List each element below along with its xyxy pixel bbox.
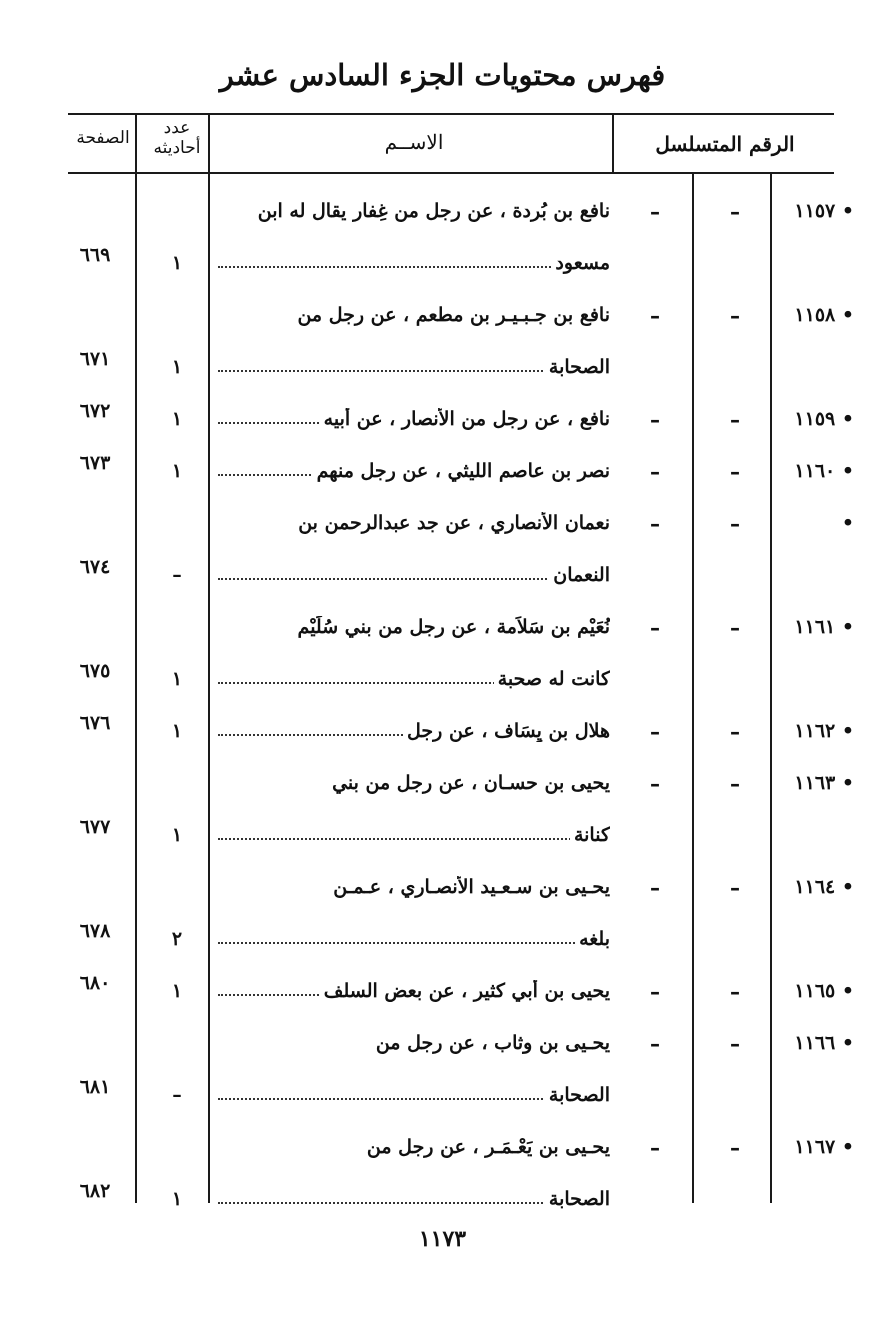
row-serial: • ١١٦٦ xyxy=(794,1032,854,1054)
row-dash: – xyxy=(730,616,740,640)
row-dash: – xyxy=(650,200,660,224)
row-page: ٦٦٩ xyxy=(79,244,111,266)
row-page: ٦٧١ xyxy=(79,348,111,370)
row-dash: – xyxy=(650,512,660,536)
row-serial: • ١١٦٥ xyxy=(794,980,854,1002)
row-page: ٦٧٦ xyxy=(79,712,111,734)
row-count: ١ xyxy=(171,408,183,430)
row-name-text: نعمان الأنصاري ، عن جد عبدالرحمن بن xyxy=(298,512,610,534)
row-count: ١ xyxy=(171,460,183,482)
column-divider-page xyxy=(135,113,137,1203)
row-name-line xyxy=(218,408,610,430)
row-name-text: النعمان xyxy=(549,564,610,586)
row-dash: – xyxy=(650,408,660,432)
row-dash: – xyxy=(730,460,740,484)
row-name-line xyxy=(218,1136,610,1158)
row-name-line xyxy=(218,1032,610,1054)
row-count: ١ xyxy=(171,824,183,846)
row-dash: – xyxy=(650,1136,660,1160)
row-dash: – xyxy=(730,1136,740,1160)
row-page: ٦٧٧ xyxy=(79,816,111,838)
header-serial: الرقم المتسلسل xyxy=(655,132,795,156)
row-name-text: كنانة xyxy=(570,824,610,846)
row-name-text: نافع بن بُردة ، عن رجل من غِفار يقال له ابن xyxy=(257,200,610,222)
row-dash: – xyxy=(730,772,740,796)
row-count: ١ xyxy=(171,668,183,690)
row-name-line xyxy=(218,980,610,1002)
row-name-line xyxy=(218,876,610,898)
column-divider-serial-b xyxy=(770,173,772,1203)
row-name-line xyxy=(218,1084,610,1106)
row-dash: – xyxy=(730,200,740,224)
row-name-line xyxy=(218,1188,610,1210)
row-name-text: الصحابة xyxy=(545,1188,610,1210)
row-serial: • ١١٦٧ xyxy=(794,1136,854,1158)
row-serial: • ١١٦٢ xyxy=(794,720,854,742)
header-count-line2: أحاديثه xyxy=(153,138,201,158)
row-name-line xyxy=(218,460,610,482)
page-title: فهرس محتويات الجزء السادس عشر xyxy=(219,58,666,92)
row-name-line xyxy=(218,720,610,742)
row-dash: – xyxy=(650,304,660,328)
row-name-text: مسعود xyxy=(551,252,610,274)
row-serial: • ١١٥٩ xyxy=(794,408,854,430)
table-header-rule xyxy=(68,172,834,174)
row-dash: – xyxy=(730,408,740,432)
row-dash: – xyxy=(650,980,660,1004)
row-serial: • ١١٦٣ xyxy=(794,772,854,794)
row-name-line xyxy=(218,304,610,326)
row-page: ٦٧٥ xyxy=(79,660,111,682)
table-top-rule xyxy=(68,113,834,115)
column-divider-count xyxy=(208,113,210,1203)
row-page: ٦٧٣ xyxy=(79,452,111,474)
row-name-line xyxy=(218,772,610,794)
row-name-text: يحـيى بن وثاب ، عن رجل من xyxy=(375,1032,610,1054)
row-page: ٦٧٨ xyxy=(79,920,111,942)
row-name-line xyxy=(218,200,610,222)
row-name-line xyxy=(218,564,610,586)
row-name-line xyxy=(218,356,610,378)
row-count: ٢ xyxy=(171,928,183,950)
row-dash: – xyxy=(650,876,660,900)
row-name-text: نصر بن عاصم الليثي ، عن رجل منهم xyxy=(313,460,610,482)
header-page: الصفحة xyxy=(76,128,130,148)
row-serial: • xyxy=(841,512,854,534)
row-serial: • ١١٥٨ xyxy=(794,304,854,326)
row-dash: – xyxy=(650,720,660,744)
row-count: – xyxy=(172,564,182,586)
row-name-text: نافع ، عن رجل من الأنصار ، عن أبيه xyxy=(320,408,610,430)
row-name-text: يحـيى بن يَعْـمَـر ، عن رجل من xyxy=(366,1136,610,1158)
row-dash: – xyxy=(650,772,660,796)
row-name-text: كانت له صحبة xyxy=(494,668,610,690)
row-name-text: بلغه xyxy=(575,928,610,950)
row-name-text: الصحابة xyxy=(545,1084,610,1106)
row-serial: • ١١٦٠ xyxy=(794,460,854,482)
row-dash: – xyxy=(730,980,740,1004)
row-page: ٦٨٢ xyxy=(79,1180,111,1202)
row-name-text: يحيى بن حسـان ، عن رجل من بني xyxy=(332,772,610,794)
row-count: ١ xyxy=(171,252,183,274)
row-page: ٦٧٢ xyxy=(79,400,111,422)
row-name-line xyxy=(218,668,610,690)
row-count: ١ xyxy=(171,720,183,742)
row-name-line xyxy=(218,512,610,534)
row-count: ١ xyxy=(171,980,183,1002)
row-name-line xyxy=(218,616,610,638)
row-name-line xyxy=(218,824,610,846)
row-dash: – xyxy=(650,1032,660,1056)
row-name-text: نافع بن جـبـيـر بن مطعم ، عن رجل من xyxy=(297,304,610,326)
row-name-text: يحـيى بن سـعـيد الأنصـاري ، عـمـن xyxy=(333,876,610,898)
row-dash: – xyxy=(650,616,660,640)
row-name-text: يحيى بن أبي كثير ، عن بعض السلف xyxy=(320,980,610,1002)
row-count: ١ xyxy=(171,1188,183,1210)
row-dash: – xyxy=(730,304,740,328)
column-divider-serial-a xyxy=(692,173,694,1203)
page-number: ١١٧٣ xyxy=(418,1226,467,1252)
row-serial: • ١١٦١ xyxy=(794,616,854,638)
row-count: ١ xyxy=(171,356,183,378)
row-serial: • ١١٦٤ xyxy=(794,876,854,898)
row-dash: – xyxy=(730,720,740,744)
header-count xyxy=(140,118,214,158)
header-name: الاســم xyxy=(384,130,444,154)
row-name-text: هلال بن يِسَاف ، عن رجل xyxy=(403,720,610,742)
row-dash: – xyxy=(730,1032,740,1056)
row-serial: • ١١٥٧ xyxy=(794,200,854,222)
row-page: ٦٨١ xyxy=(79,1076,111,1098)
row-page: ٦٧٤ xyxy=(79,556,111,578)
row-dash: – xyxy=(730,876,740,900)
row-name-text: نُعَيْم بن سَلاَمة ، عن رجل من بني سُلَيْم xyxy=(297,616,610,638)
row-name-text: الصحابة xyxy=(545,356,610,378)
row-name-line xyxy=(218,928,610,950)
row-page: ٦٨٠ xyxy=(79,972,111,994)
row-dash: – xyxy=(650,460,660,484)
row-name-line xyxy=(218,252,610,274)
row-dash: – xyxy=(730,512,740,536)
header-count-line1: عدد xyxy=(163,118,191,138)
row-count: – xyxy=(172,1084,182,1106)
